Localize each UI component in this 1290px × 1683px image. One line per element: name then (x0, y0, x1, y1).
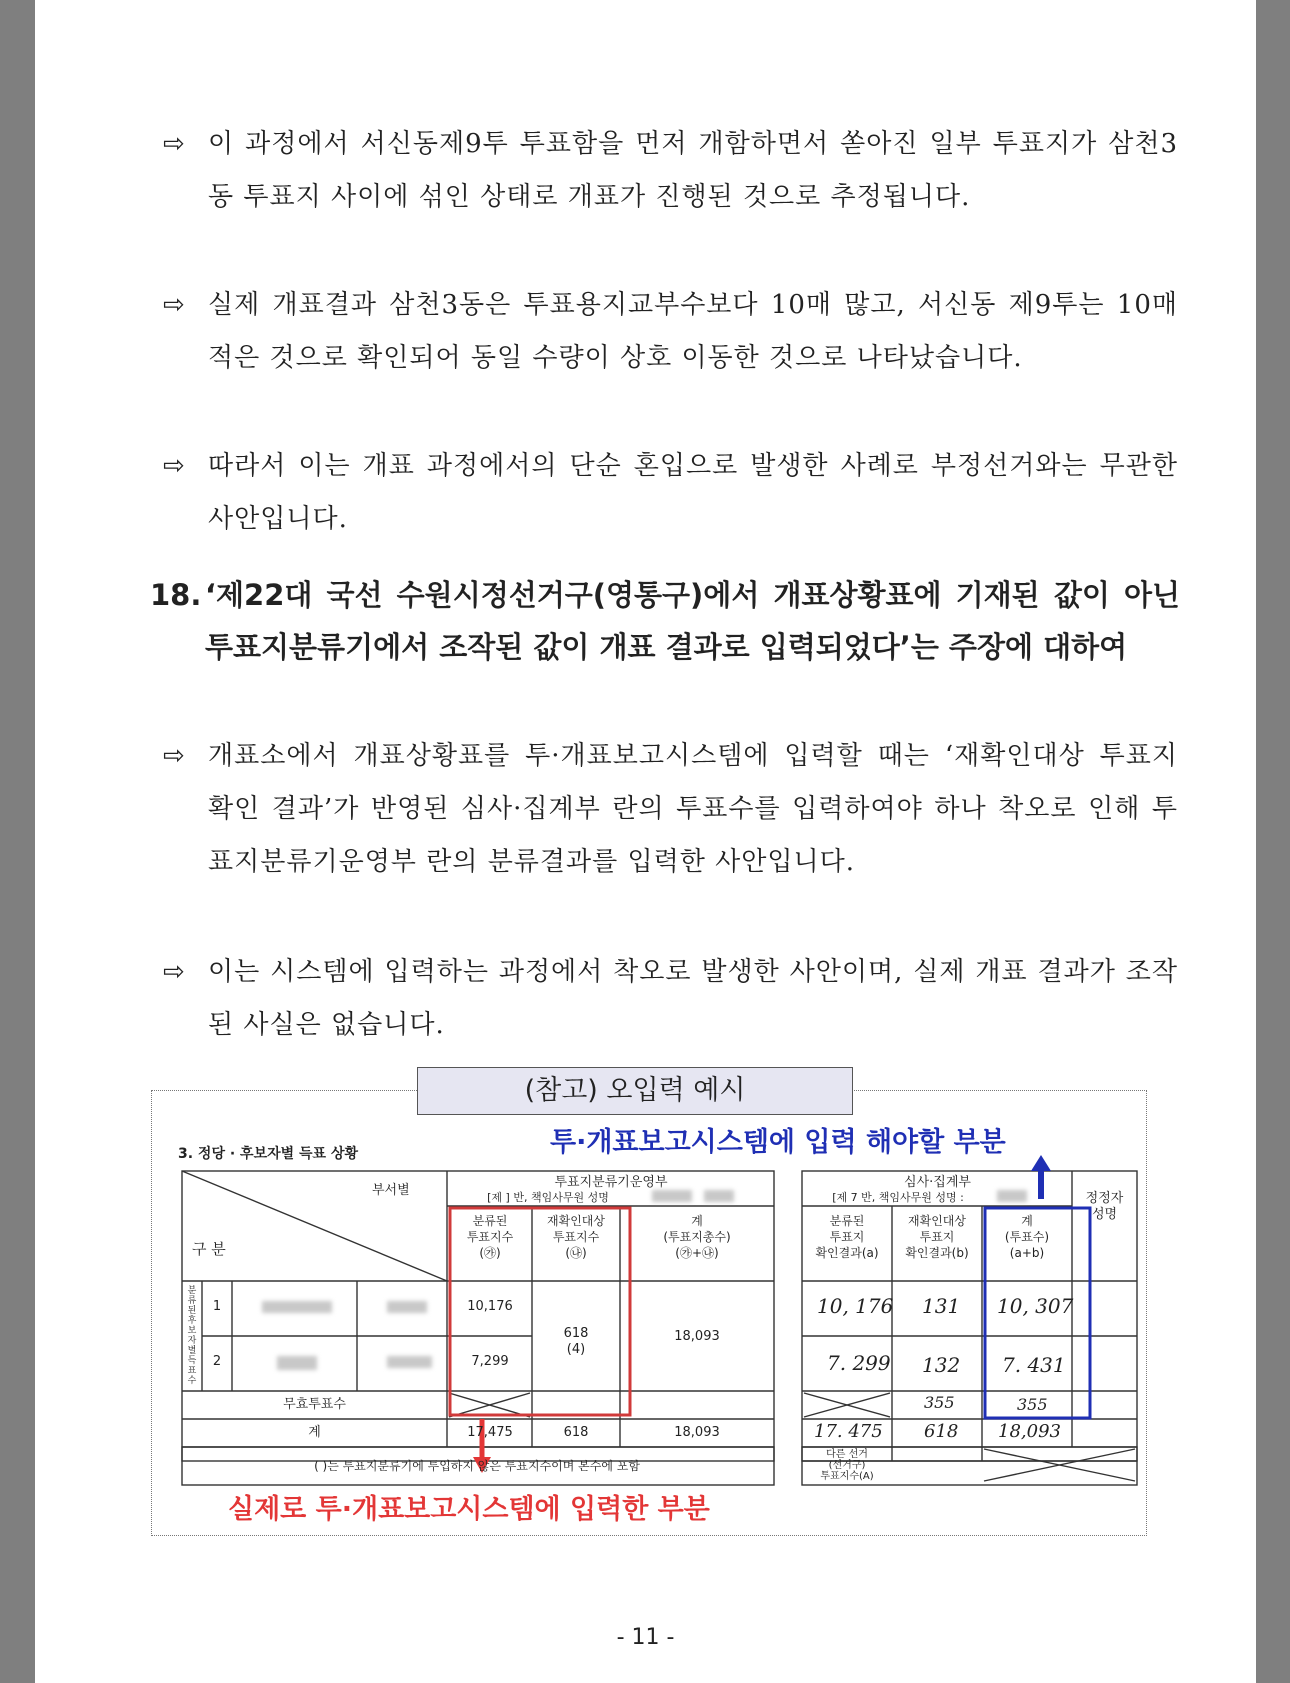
right-row1-b: 131 (922, 1294, 961, 1318)
gubun-label: 구 분 (192, 1240, 226, 1258)
left-sum-total: 18,093 (674, 1425, 720, 1440)
bullet-3 (163, 440, 1178, 546)
redacted-party (262, 1301, 332, 1313)
redacted-name (704, 1190, 734, 1202)
redacted-candidate (387, 1301, 427, 1313)
right-row1-a: 10, 176 (817, 1294, 894, 1318)
form-section-title: 3. 정당 · 후보자별 득표 상황 (178, 1146, 358, 1162)
right-invalid-c: 355 (1017, 1395, 1048, 1414)
col-classified: 분류된 투표지수 (㉮) (466, 1214, 514, 1260)
right-row2-a: 7. 299 (827, 1351, 891, 1375)
bullet-text: 따라서 이는 개표 과정에서의 단순 혼입으로 발생한 사례로 부정선거와는 무관한 사안입니다. (208, 451, 1178, 534)
right-group-label: 심사·집계부 (904, 1175, 971, 1190)
section-heading (150, 569, 1180, 673)
redacted-candidate (387, 1356, 432, 1368)
col-total: 계 (투표지총수) (㉮+㉯) (663, 1214, 731, 1260)
bullet-4 (163, 730, 1178, 889)
bullet-arrow: ⇨ (163, 451, 185, 481)
left-row1-value: 10,176 (467, 1299, 513, 1314)
bullet-text: 이 과정에서 서신동제9투 투표함을 먼저 개함하면서 쏟아진 일부 투표지가 삼천3동 투표지 사이에 섞인 상태로 개표가 진행된 것으로 추정됩니다. (208, 129, 1178, 212)
sum-label: 계 (308, 1425, 321, 1440)
col-recheck: 재확인대상 투표지수 (㉯) (547, 1214, 605, 1260)
bullet-text: 개표소에서 개표상황표를 투·개표보고시스템에 입력할 때는 ‘재확인대상 투표지 확인 결과’가 반영된 심사·집계부 란의 투표수를 입력하여야 하나 착오로 인해 투표지분류기운영부 란의 분류결과를 입력한 사안입니다. (208, 741, 1178, 877)
right-row1-c: 10, 307 (997, 1294, 1074, 1318)
left-sum-classified: 17,475 (467, 1425, 513, 1440)
left-recheck-value: 618 (4) (563, 1326, 589, 1357)
right-row2-c: 7. 431 (1002, 1353, 1066, 1377)
page-number: - 11 - (616, 1625, 675, 1650)
bullet-arrow: ⇨ (163, 129, 185, 159)
redacted-party (277, 1356, 317, 1370)
left-sub-label: [제 ] 반, 책임사무원 성명 (487, 1191, 609, 1204)
left-row2-value: 7,299 (471, 1354, 509, 1369)
redacted-name (652, 1190, 692, 1202)
annotation-actual-input: 실제로 투·개표보고시스템에 입력한 부분 (228, 1494, 710, 1525)
section-title: ‘제22대 국선 수원시정선거구(영통구)에서 개표상황표에 기재된 값이 아닌 투표지분류기에서 조작된 값이 개표 결과로 입력되었다’는 주장에 대하여 (205, 578, 1180, 664)
right-sum-c: 18,093 (998, 1421, 1061, 1442)
invalid-label: 무효투표수 (283, 1397, 346, 1412)
col-signer: 정정자 성명 (1085, 1191, 1124, 1222)
bullet-2 (163, 279, 1178, 385)
annotation-should-input: 투·개표보고시스템에 입력 해야할 부분 (550, 1127, 1006, 1158)
bullet-1 (163, 118, 1178, 224)
right-row2-b: 132 (922, 1353, 961, 1377)
right-sum-b: 618 (924, 1421, 959, 1442)
redacted-name (997, 1190, 1027, 1202)
col-r2: 재확인대상 투표지 확인결과(b) (905, 1214, 969, 1260)
left-sum-recheck: 618 (563, 1425, 589, 1440)
document-page (35, 0, 1256, 1683)
left-total-value: 18,093 (674, 1329, 720, 1344)
bullet-text: 실제 개표결과 삼천3동은 투표용지교부수보다 10매 많고, 서신동 제9투는 10매 적은 것으로 확인되어 동일 수량이 상호 이동한 것으로 나타났습니다. (208, 290, 1178, 373)
other-label: 다른 선거 (선거구) 투표지수(A) (820, 1449, 874, 1482)
left-group-label: 투표지분류기운영부 (554, 1175, 668, 1190)
right-invalid-b: 355 (924, 1393, 955, 1412)
reference-title: (참고) 오입력 예시 (417, 1067, 853, 1115)
col-r3: 계 (투표수) (a+b) (1004, 1214, 1050, 1260)
right-sub-label: [제 7 반, 책임사무원 성명 : (832, 1191, 964, 1204)
col-r1: 분류된 투표지 확인결과(a) (815, 1214, 879, 1260)
section-number: 18. (150, 578, 202, 612)
bullet-5 (163, 946, 1178, 1052)
bullet-arrow: ⇨ (163, 957, 185, 987)
bullet-text: 이는 시스템에 입력하는 과정에서 착오로 발생한 사안이며, 실제 개표 결과가 조작된 사실은 없습니다. (208, 957, 1178, 1040)
row2-number: 2 (212, 1354, 222, 1369)
bullet-arrow: ⇨ (163, 741, 185, 771)
form-note: ( )는 투표지분류기에 투입하지 않은 투표지수이며 본수에 포함 (314, 1459, 640, 1473)
right-sum-a: 17. 475 (814, 1421, 883, 1442)
row1-number: 1 (212, 1299, 222, 1314)
bullet-arrow: ⇨ (163, 290, 185, 320)
side-label: 분류된후보자별득표수 (187, 1286, 197, 1386)
dept-label: 부서별 (372, 1183, 410, 1198)
